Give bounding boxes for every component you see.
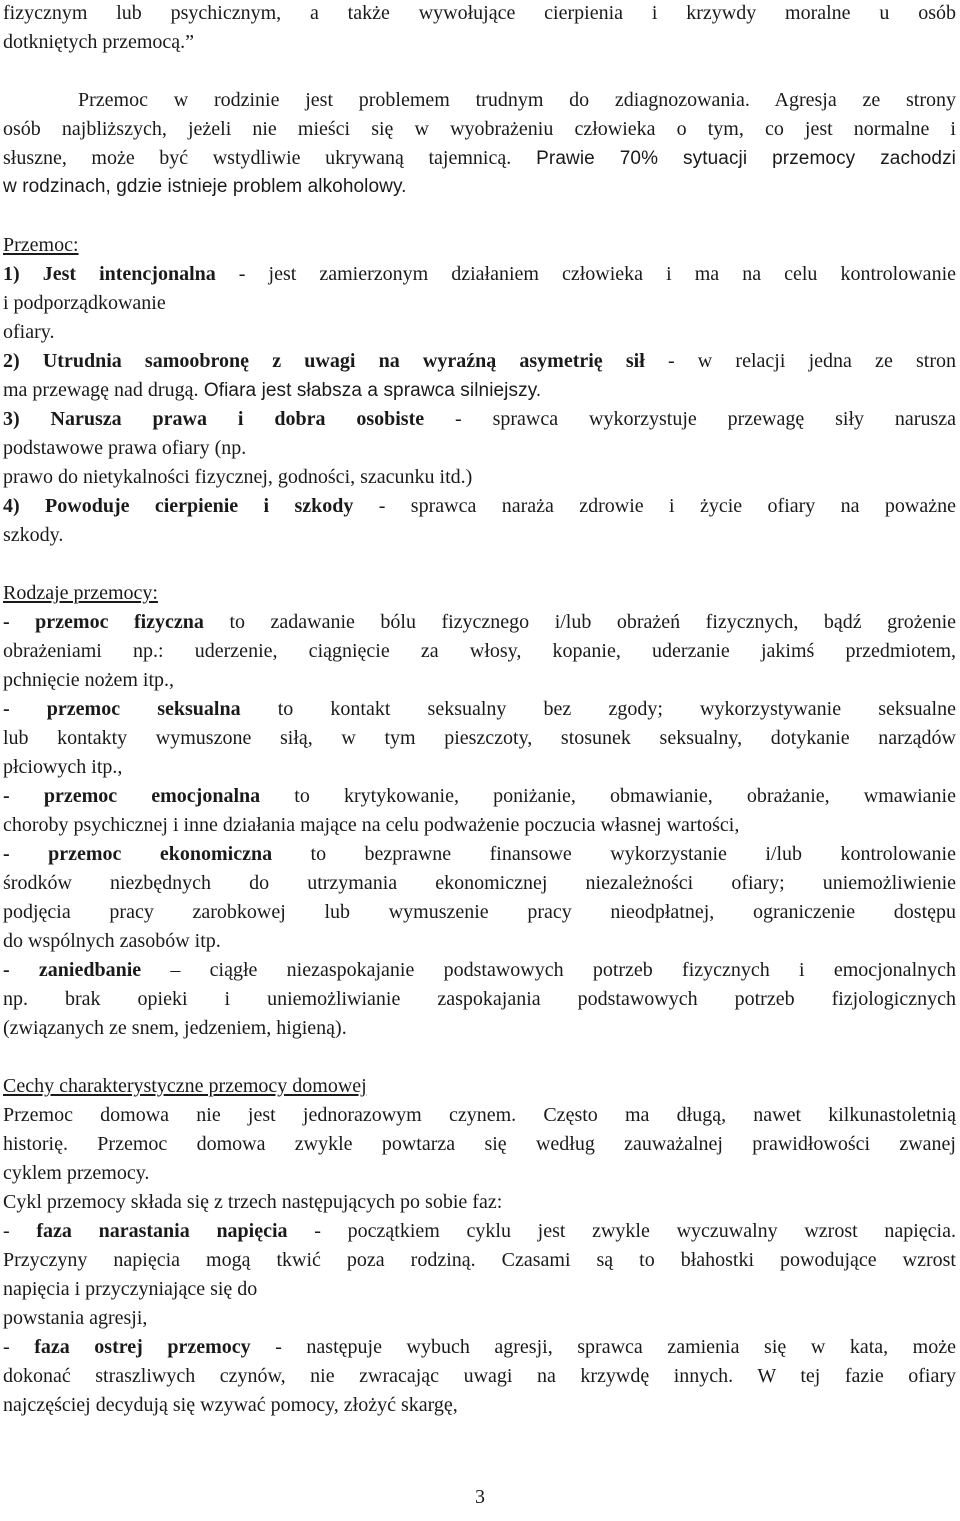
type-economic-line-1 — [3, 842, 956, 866]
diagnosis-line-3b: Prawie 70% sytuacji przemocy zachodzi — [511, 148, 956, 169]
traits-heading: Przemoc: — [3, 234, 79, 256]
trait-1-line-2: i podporządkowanie — [3, 292, 166, 314]
type-neglect-line-2: np. brak opieki i uniemożliwianie zaspokajania podstawowych potrzeb fizjologicznych — [3, 988, 956, 1010]
type-emotional-line-2: choroby psychicznej i inne działania mające na celu podważenie poczucia własnej wartości, — [3, 814, 740, 836]
diagnosis-line-3 — [3, 146, 956, 171]
features-line-2: historię. Przemoc domowa zwykle powtarza się według zauważalnej prawidłowości zwanej — [3, 1133, 956, 1155]
type-neglect-line-1 — [3, 958, 956, 982]
trait-3-line-2: podstawowe prawa ofiary (np. — [3, 437, 247, 459]
phase-1-line-4: powstania agresji, — [3, 1307, 148, 1329]
trait-1-text: - jest zamierzonym działaniem człowieka i ma na celu kontrolowanie — [215, 263, 956, 285]
phase-2-line-1 — [3, 1335, 956, 1359]
type-sexual-text: to kontakt seksualny bez zgody; wykorzystywanie seksualne — [240, 698, 956, 720]
diagnosis-line-2: osób najbliższych, jeżeli nie mieści się w wyobrażeniu człowieka o tym, co jest normalne i — [3, 118, 956, 140]
type-economic-title: - przemoc ekonomiczna — [3, 843, 273, 865]
phase-1-text: - początkiem cyklu jest zwykle wyczuwalny wzrost napięcia. — [287, 1220, 956, 1242]
type-neglect-title: - zaniedbanie — [3, 959, 142, 981]
trait-1-line-1 — [3, 262, 956, 286]
intro-line-2: dotkniętych przemocą.” — [3, 31, 195, 53]
features-heading: Cechy charakterystyczne przemocy domowej — [3, 1075, 367, 1097]
intro-line-1: fizycznym lub psychicznym, a także wywołujące cierpienia i krzywdy moralne u osób — [3, 2, 956, 24]
type-economic-line-2: środków niezbędnych do utrzymania ekonomicznej niezależności ofiary; uniemożliwienie — [3, 872, 956, 894]
diagnosis-line-1: Przemoc w rodzinie jest problemem trudnym do zdiagnozowania. Agresja ze strony — [78, 89, 956, 111]
type-emotional-line-1 — [3, 784, 956, 808]
trait-2-line-2 — [3, 378, 956, 403]
trait-2-line-2b: Ofiara jest słabsza a sprawca silniejszy. — [198, 380, 542, 401]
trait-2-line-2a: ma przewagę nad drugą. — [3, 379, 199, 401]
type-physical-text: to zadawanie bólu fizycznego i/lub obrażeń fizycznych, bądź grożenie — [203, 611, 956, 633]
type-sexual-line-2: lub kontakty wymuszone siłą, w tym pieszczoty, stosunek seksualny, dotykanie narządów — [3, 727, 956, 749]
type-economic-text: to bezprawne finansowe wykorzystanie i/lub kontrolowanie — [272, 843, 956, 865]
diagnosis-line-4: w rodzinach, gdzie istnieje problem alkoholowy. — [3, 176, 407, 197]
type-neglect-text: – ciągłe niezaspokajanie podstawowych potrzeb fizycznych i emocjonalnych — [141, 959, 956, 981]
trait-3-line-1 — [3, 407, 956, 431]
type-sexual-line-3: płciowych itp., — [3, 756, 123, 778]
type-emotional-title: - przemoc emocjonalna — [3, 785, 261, 807]
type-sexual-title: - przemoc seksualna — [3, 698, 241, 720]
trait-4-line-2: szkody. — [3, 524, 64, 546]
phase-2-dash: - — [3, 1336, 35, 1358]
type-physical-line-3: pchnięcie nożem itp., — [3, 669, 175, 691]
type-emotional-text: to krytykowanie, poniżanie, obmawianie, obrażanie, wmawianie — [260, 785, 956, 807]
phase-2-title: faza ostrej przemocy — [34, 1336, 251, 1358]
phase-2-line-3: najczęściej decydują się wzywać pomocy, złożyć skargę, — [3, 1394, 458, 1416]
trait-3-title: 3) Narusza prawa i dobra osobiste — [3, 408, 425, 430]
trait-3-text: - sprawca wykorzystuje przewagę siły narusza — [424, 408, 957, 430]
diagnosis-line-3a: słuszne, może być wstydliwie ukrywaną tajemnicą. — [3, 147, 512, 169]
trait-1-title: 1) Jest intencjonalna — [3, 263, 216, 285]
features-line-4: Cykl przemocy składa się z trzech następujących po sobie faz: — [3, 1191, 503, 1213]
type-economic-line-3: podjęcia pracy zarobkowej lub wymuszenie pracy nieodpłatnej, ograniczenie dostępu — [3, 901, 956, 923]
type-physical-line-2: obrażeniami np.: uderzenie, ciągnięcie za włosy, kopanie, uderzanie jakimś przedmiotem, — [3, 640, 956, 662]
phase-1-line-3: napięcia i przyczyniające się do — [3, 1278, 258, 1300]
type-physical-title: - przemoc fizyczna — [3, 611, 204, 633]
trait-4-line-1 — [3, 494, 956, 518]
phase-1-line-2: Przyczyny napięcia mogą tkwić poza rodziną. Czasami są to błahostki powodujące wzrost — [3, 1249, 956, 1271]
trait-2-text: - w relacji jedna ze stron — [644, 350, 956, 372]
trait-2-line-1 — [3, 349, 956, 373]
type-sexual-line-1 — [3, 697, 956, 721]
phase-1-dash: - — [3, 1220, 37, 1242]
type-physical-line-1 — [3, 610, 956, 634]
phase-1-line-1 — [3, 1219, 956, 1243]
phase-1-title: faza narastania napięcia — [36, 1220, 288, 1242]
trait-2-title: 2) Utrudnia samoobronę z uwagi na wyraźną asymetrię sił — [3, 350, 645, 372]
trait-4-text: - sprawca naraża zdrowie i życie ofiary na poważne — [353, 495, 956, 517]
features-line-3: cyklem przemocy. — [3, 1162, 150, 1184]
types-heading: Rodzaje przemocy: — [3, 582, 158, 604]
features-line-1: Przemoc domowa nie jest jednorazowym czynem. Często ma długą, nawet kilkunastoletnią — [3, 1104, 956, 1126]
trait-3-line-3: prawo do nietykalności fizycznej, godności, szacunku itd.) — [3, 466, 473, 488]
type-neglect-line-3: (związanych ze snem, jedzeniem, higieną). — [3, 1017, 347, 1039]
phase-2-line-2: dokonać straszliwych czynów, nie zwracając uwagi na krzywdę innych. W tej fazie ofiary — [3, 1365, 956, 1387]
trait-1-line-3: ofiary. — [3, 321, 55, 343]
trait-4-title: 4) Powoduje cierpienie i szkody — [3, 495, 354, 517]
phase-2-text: - następuje wybuch agresji, sprawca zamienia się w kata, może — [250, 1336, 956, 1358]
type-economic-line-4: do wspólnych zasobów itp. — [3, 930, 221, 952]
page-number: 3 — [475, 1486, 485, 1508]
